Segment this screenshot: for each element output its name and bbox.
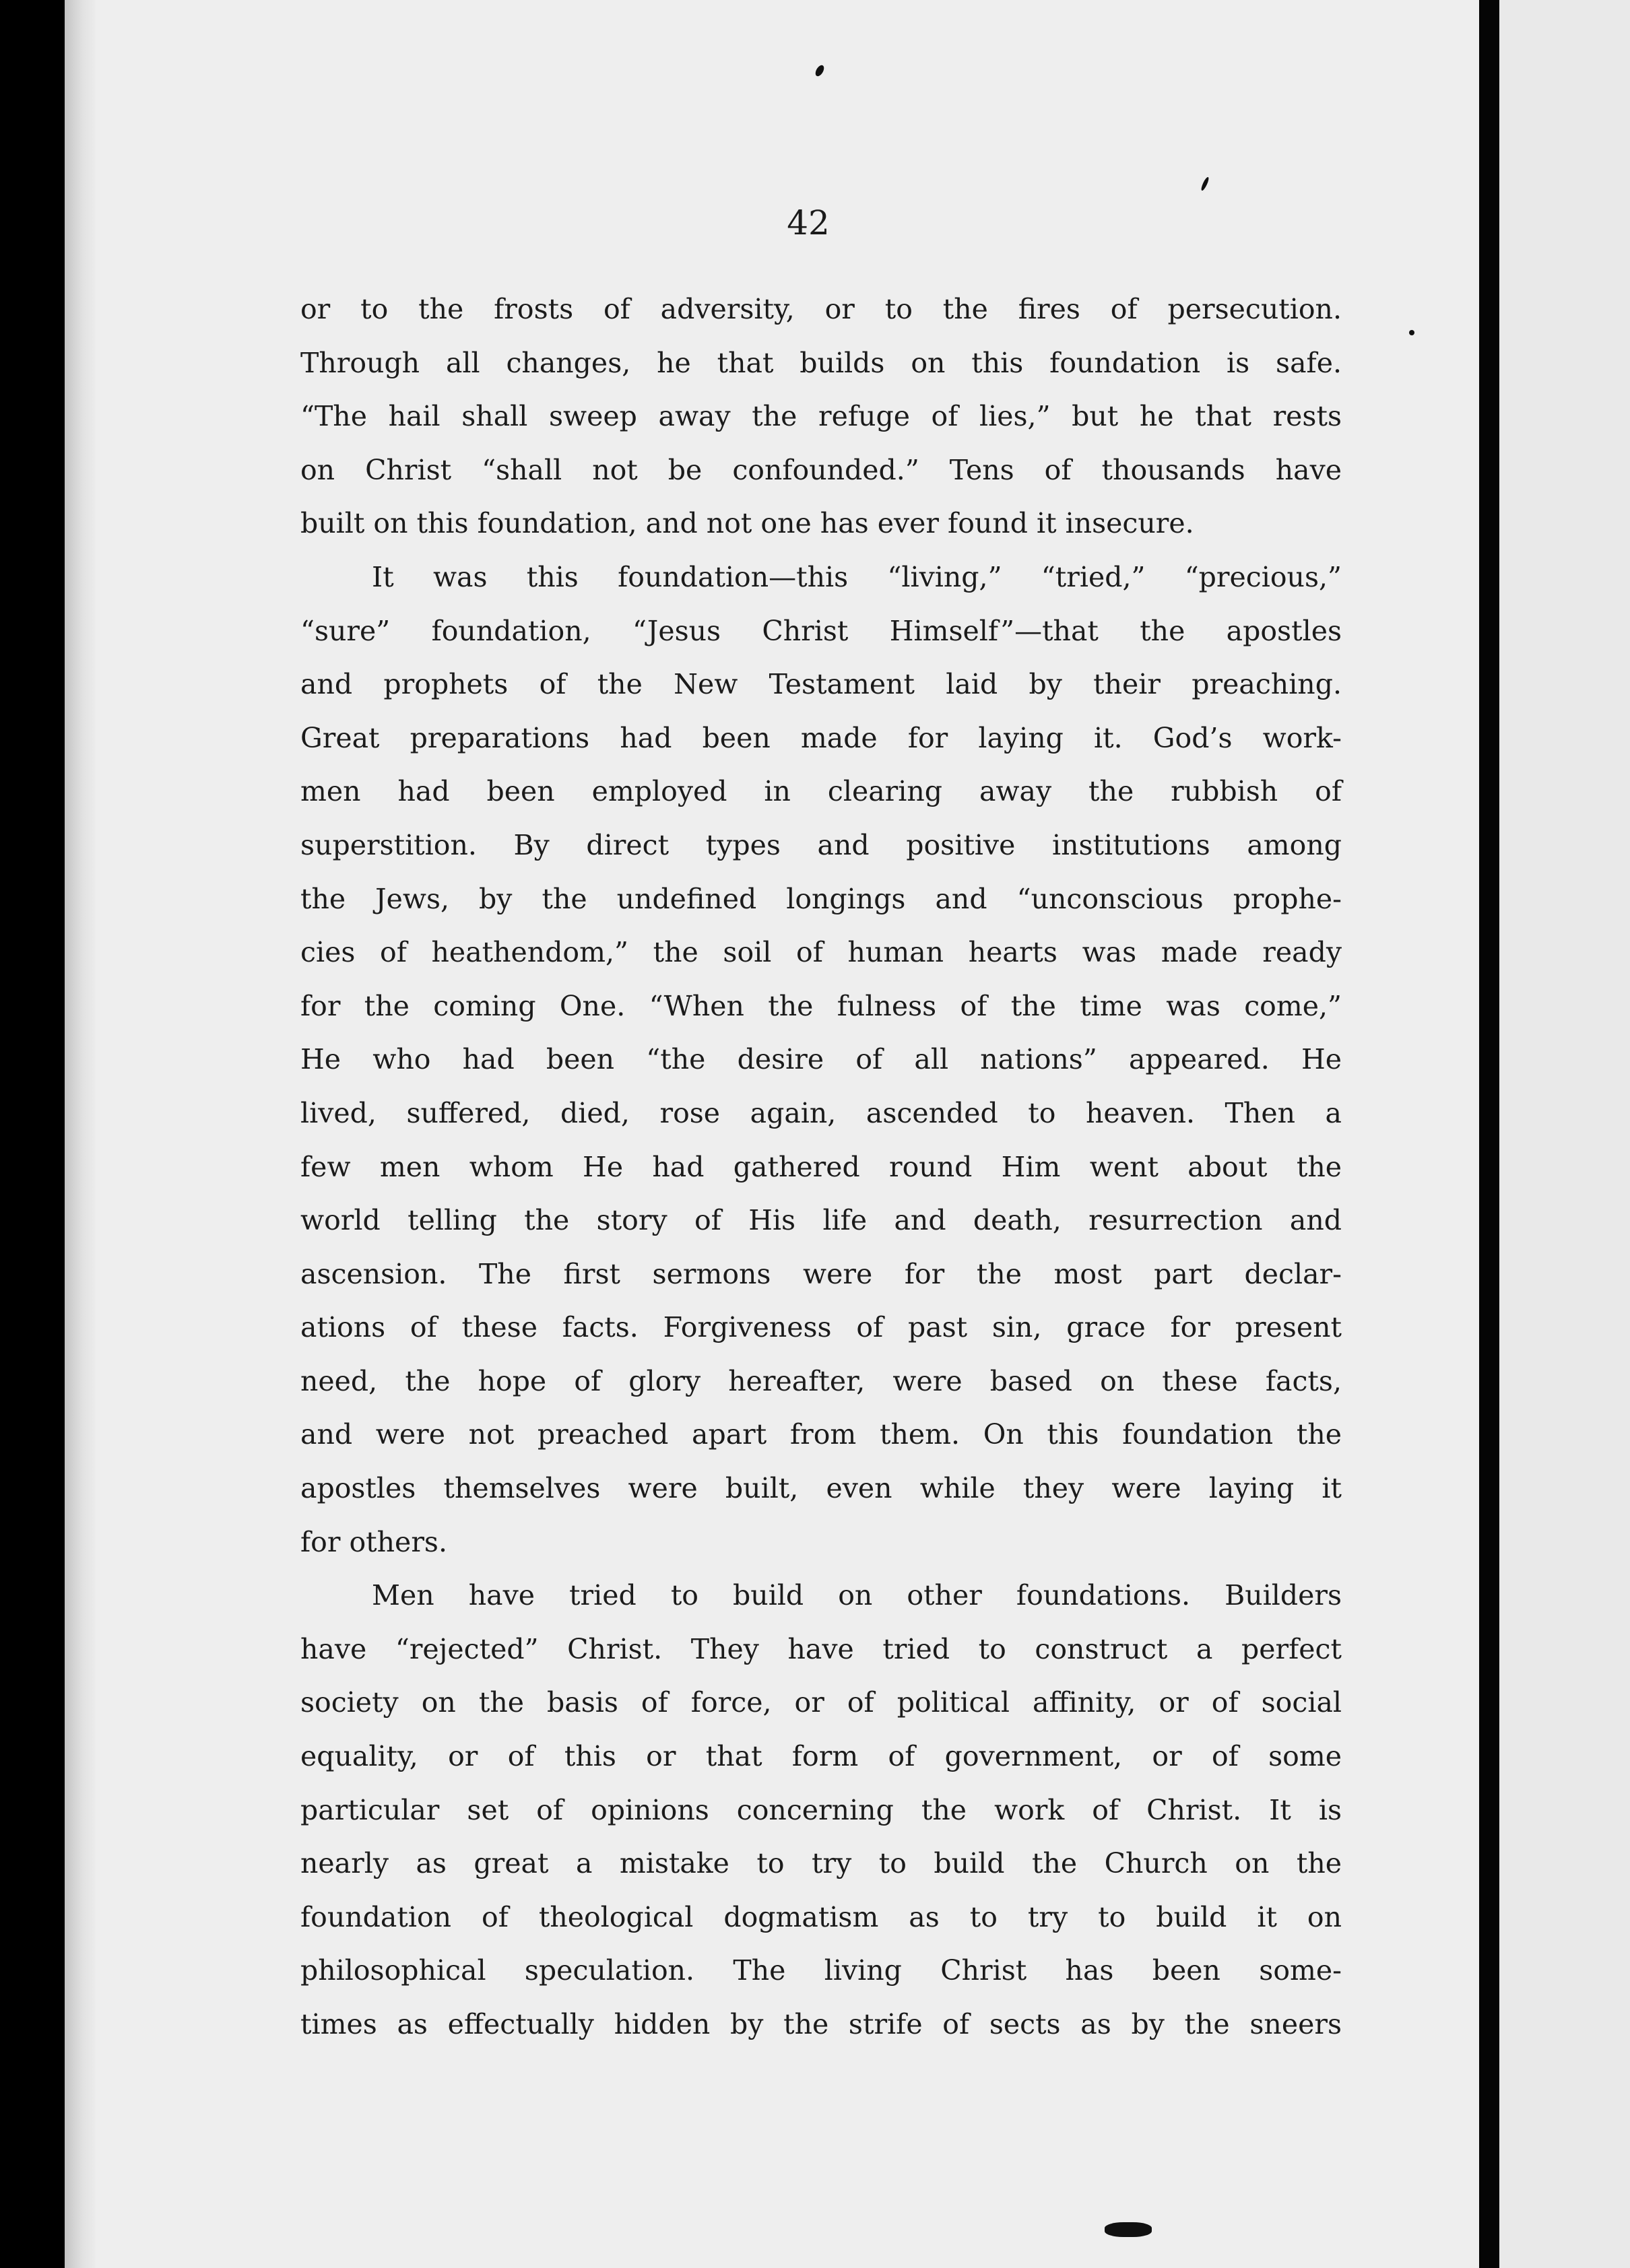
text-line: philosophical speculation. The living Christ has been some- bbox=[300, 1954, 1342, 1987]
text-line: and were not preached apart from them. On this foundation the bbox=[300, 1418, 1342, 1451]
text-line: “The hail shall sweep away the refuge of lies,” but he that rests bbox=[300, 400, 1342, 433]
body-text bbox=[300, 283, 1342, 2052]
adjacent-page-edge bbox=[1499, 0, 1630, 2268]
text-line: and prophets of the New Testament laid by their preaching. bbox=[300, 668, 1342, 701]
text-line: apostles themselves were built, even while they were laying it bbox=[300, 1472, 1342, 1505]
text-line: built on this foundation, and not one has ever found it insecure. bbox=[300, 507, 1194, 540]
text-line: “sure” foundation, “Jesus Christ Himself”—that the apostles bbox=[300, 614, 1342, 647]
text-line: lived, suffered, died, rose again, ascended to heaven. Then a bbox=[300, 1096, 1342, 1129]
text-line: equality, or of this or that form of government, or of some bbox=[300, 1740, 1342, 1773]
dust-speck bbox=[1409, 330, 1414, 335]
text-line: few men whom He had gathered round Him went about the bbox=[300, 1150, 1342, 1183]
text-line: ations of these facts. Forgiveness of past sin, grace for present bbox=[300, 1311, 1342, 1344]
text-line: foundation of theological dogmatism as to try to build it on bbox=[300, 1900, 1342, 1933]
text-line: for the coming One. “When the fulness of the time was come,” bbox=[300, 989, 1342, 1022]
text-line: particular set of opinions concerning the work of Christ. It is bbox=[300, 1793, 1342, 1826]
paragraph-first-line: It was this foundation—this “living,” “tried,” “precious,” bbox=[372, 560, 1342, 593]
text-line: superstition. By direct types and positive institutions among bbox=[300, 828, 1342, 861]
text-line: He who had been “the desire of all nations” appeared. He bbox=[300, 1043, 1342, 1076]
page-number: 42 bbox=[787, 203, 830, 242]
page-gutter bbox=[1479, 0, 1499, 2268]
text-line: have “rejected” Christ. They have tried to construct a perfect bbox=[300, 1632, 1342, 1665]
page-spine-shadow bbox=[65, 0, 96, 2268]
text-line: on Christ “shall not be confounded.” Tens of thousands have bbox=[300, 453, 1342, 486]
text-line: ascension. The first sermons were for the most part declar- bbox=[300, 1257, 1342, 1290]
text-line: Great preparations had been made for laying it. God’s work- bbox=[300, 721, 1342, 754]
text-line: cies of heathendom,” the soil of human hearts was made ready bbox=[300, 936, 1342, 969]
paragraph-first-line: Men have tried to build on other foundations. Builders bbox=[372, 1579, 1342, 1612]
text-line: nearly as great a mistake to try to build the Church on the bbox=[300, 1847, 1342, 1880]
text-line: the Jews, by the undefined longings and “unconscious prophe- bbox=[300, 882, 1342, 915]
text-line: world telling the story of His life and death, resurrection and bbox=[300, 1204, 1342, 1237]
text-line: society on the basis of force, or of political affinity, or of social bbox=[300, 1686, 1342, 1719]
text-line: Through all changes, he that builds on this foundation is safe. bbox=[300, 346, 1342, 379]
text-line: need, the hope of glory hereafter, were based on these facts, bbox=[300, 1364, 1342, 1397]
text-line: times as effectually hidden by the strife of sects as by the sneers bbox=[300, 2008, 1342, 2040]
text-line: men had been employed in clearing away the rubbish of bbox=[300, 775, 1342, 808]
text-line: for others. bbox=[300, 1525, 447, 1558]
text-line: or to the frosts of adversity, or to the fires of persecution. bbox=[300, 293, 1342, 325]
dust-speck bbox=[1105, 2222, 1152, 2237]
